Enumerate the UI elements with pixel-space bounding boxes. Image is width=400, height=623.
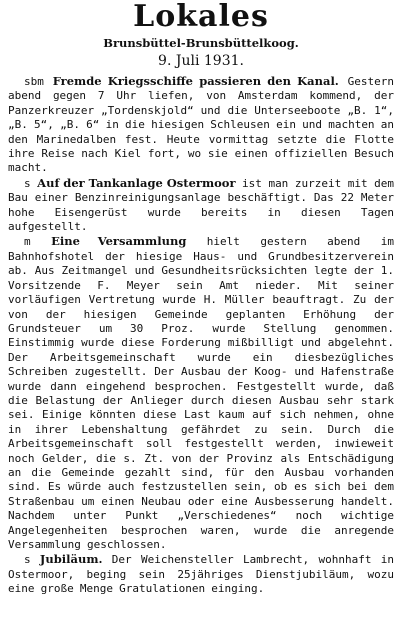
article-tag: sbm: [24, 75, 44, 88]
article-body: hielt gestern abend im Bahnhofshotel der hiesige Haus- und Grundbesitzerverein ab. Aus Zeitmangel und Gesundheitsrücksichten legte der 1. Vorsitzende F. Meyer sein Amt nieder. Mit seiner vorläufigen Vertretung wurde H. Müller beauftragt. Zu der von der hiesigen Gemeinde geplanten Erhöhung der Grundsteuer um 30 Proz. wurde Stellung genommen. Einstimmig wurde diese Forderung mißbilligt und abgelehnt. Der Arbeitsgemeinschaft wurde ein diesbezügliches Schreiben zugestellt. Der Ausbau der Koog- und Hafenstraße wurde dann eingehend besprochen. Festgestellt wurde, daß die Belastung der Anlieger durch diesen Ausbau sehr stark sei. Einige könnten diese Last kaum auf sich nehmen, ohne in ihrer Lebenshaltung gefährdet zu sein. Durch die Arbeitsgemeinschaft soll festgestellt werden, inwieweit noch Gelder, die s. Zt. von der Provinz als Entschädigung an die Gemeinde gezahlt sind, für den Ausbau vorhanden sind. Es würde auch festzustellen sein, ob es sich bei dem Straßenbau um einen Neubau oder eine Ausbesserung handelt. Nachdem unter Punkt „Verschiedenes“ noch wichtige Angelegenheiten besprochen waren, wurde die anregende Versammlung geschlossen.: [8, 235, 394, 551]
article-headline: Eine Versammlung: [51, 234, 187, 249]
section-subtitle: Brunsbüttel-Brunsbüttelkoog.: [103, 36, 299, 50]
article-meeting: [8, 234, 394, 552]
article-tank-facility: [8, 176, 394, 235]
article-body: Gestern abend gegen 7 Uhr liefen, von Amsterdam kommend, der Panzerkreuzer „Tordenskjold“ und die Unterseeboote „B. 1“, „B. 5“, „B. 6“ in die hiesigen Schleusen ein und machten an den Marinedalben fest. Heute vormittag setzte die Flotte ihre Reise nach Kiel fort, wo sie einen offiziellen Besuch macht.: [8, 75, 395, 175]
section-title: Lokales: [133, 0, 269, 34]
article-body: ist man zurzeit mit dem Bau einer Benzinreinigungsanlage beschäftigt. Das 22 Meter hohe Eisengerüst wurde bereits in diesen Tagen aufgestellt.: [8, 176, 394, 234]
article-warships: [8, 74, 394, 176]
issue-date: 9. Juli 1931.: [158, 53, 244, 69]
article-tag: s: [24, 553, 31, 567]
article-tag: m: [24, 235, 31, 249]
newspaper-column: [0, 2, 400, 623]
article-headline: Jubiläum.: [39, 552, 103, 567]
article-headline: Fremde Kriegsschiffe passieren den Kanal.: [52, 74, 339, 88]
article-jubilee: [8, 552, 394, 596]
article-tag: s: [24, 176, 31, 190]
article-body: Der Weichensteller Lambrecht, wohnhaft in Ostermoor, beging sein 25jähriges Dienstjubiläum, wozu eine große Menge Gratulationen einging.: [8, 553, 394, 596]
article-headline: Auf der Tankanlage Ostermoor: [37, 175, 236, 190]
